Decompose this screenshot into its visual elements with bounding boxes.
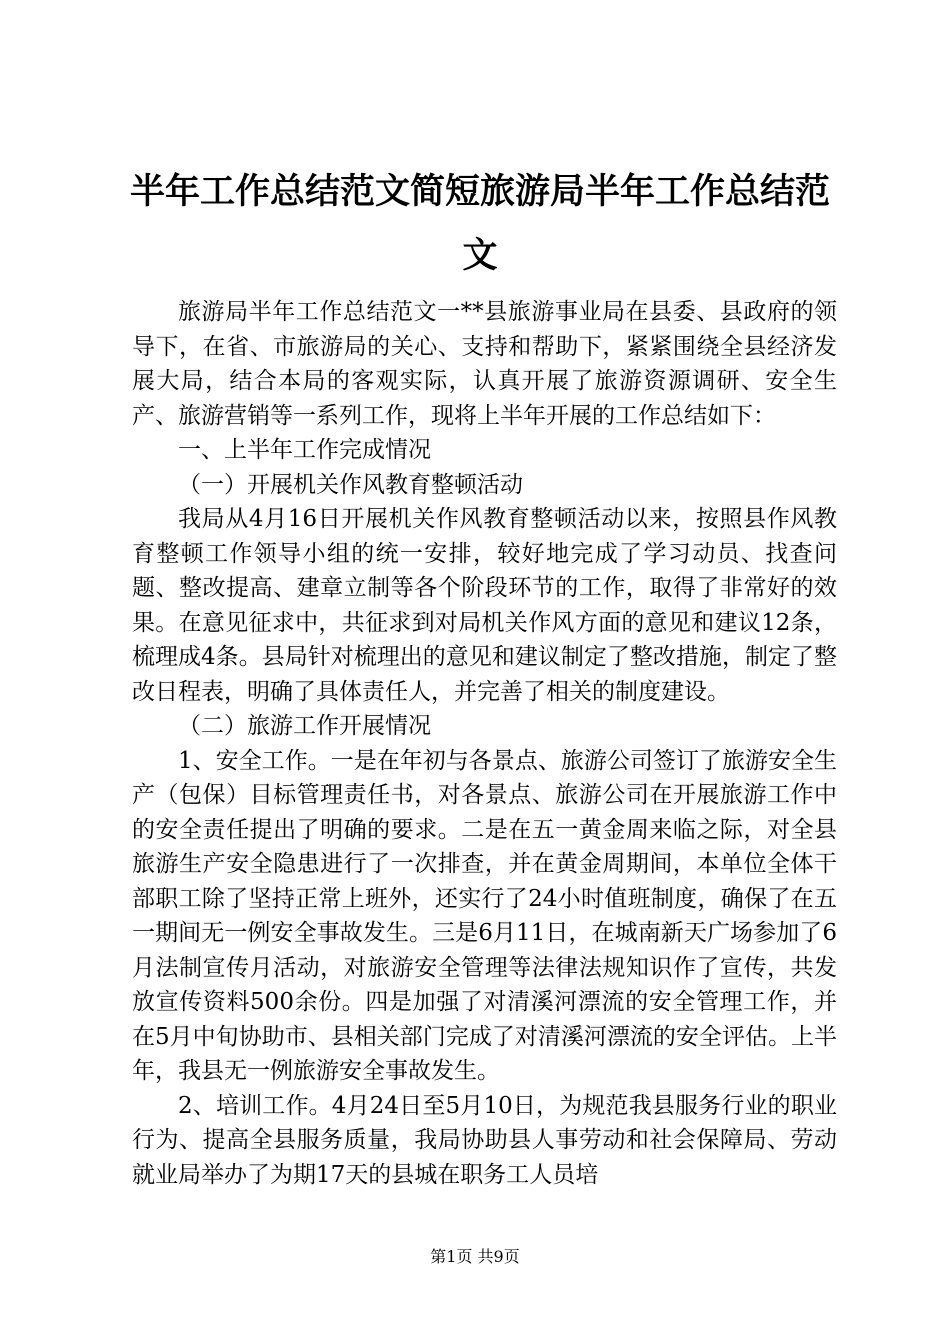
- paragraph-training-work: 2、培训工作。4月24日至5月10日，为规范我县服务行业的职业行为、提高全县服务质量，我局协助县人事劳动和社会保障局、劳动就业局举办了为期17天的县城在职务工人员培: [132, 1092, 837, 1188]
- section-heading-1: 一、上半年工作完成情况: [178, 437, 431, 463]
- paragraph-intro: 旅游局半年工作总结范文一**县旅游事业局在县委、县政府的领导下，在省、市旅游局的关心、支持和帮助下，紧紧围绕全县经济发展大局，结合本局的客观实际，认真开展了旅游资源调研、安全生产、旅游营销等一系列工作，现将上半年开展的工作总结如下：: [132, 299, 837, 429]
- subsection-heading-1: （一）开展机关作风教育整顿活动: [178, 471, 523, 498]
- paragraph-rectification: 我局从4月16日开展机关作风教育整顿活动以来，按照县作风教育整顿工作领导小组的统一安排，较好地完成了学习动员、找查问题、整改提高、建章立制等各个阶段环节的工作，取得了非常好的效果。在意见征求中，共征求到对局机关作风方面的意见和建议12条，梳理成4条。县局针对梳理出的意见和建议制定了整改措施，制定了整改日程表，明确了具体责任人，并完善了相关的制度建设。: [132, 506, 837, 705]
- paragraph-safety-work: 1、安全工作。一是在年初与各景点、旅游公司签订了旅游安全生产（包保）目标管理责任书，对各景点、旅游公司在开展旅游工作中的安全责任提出了明确的要求。二是在五一黄金周来临之际，对全县旅游生产安全隐患进行了一次排查，并在黄金周期间，本单位全体干部职工除了坚持正常上班外，还实行了24小时值班制度，确保了在五一期间无一例安全事故发生。三是6月11日，在城南新天广场参加了6月法制宣传月活动，对旅游安全管理等法律法规知识作了宣传，共发放宣传资料500余份。四是加强了对清溪河漂流的安全管理工作，并在5月中旬协助市、县相关部门完成了对清溪河漂流的安全评估。上半年，我县无一例旅游安全事故发生。: [132, 747, 837, 1084]
- subsection-heading-2: （二）旅游工作开展情况: [178, 713, 431, 739]
- document-title: 半年工作总结范文简短旅游局半年工作总结范文: [129, 171, 830, 276]
- page-number-footer: 第1页 共9页: [430, 1247, 520, 1266]
- document-body: [132, 295, 837, 1192]
